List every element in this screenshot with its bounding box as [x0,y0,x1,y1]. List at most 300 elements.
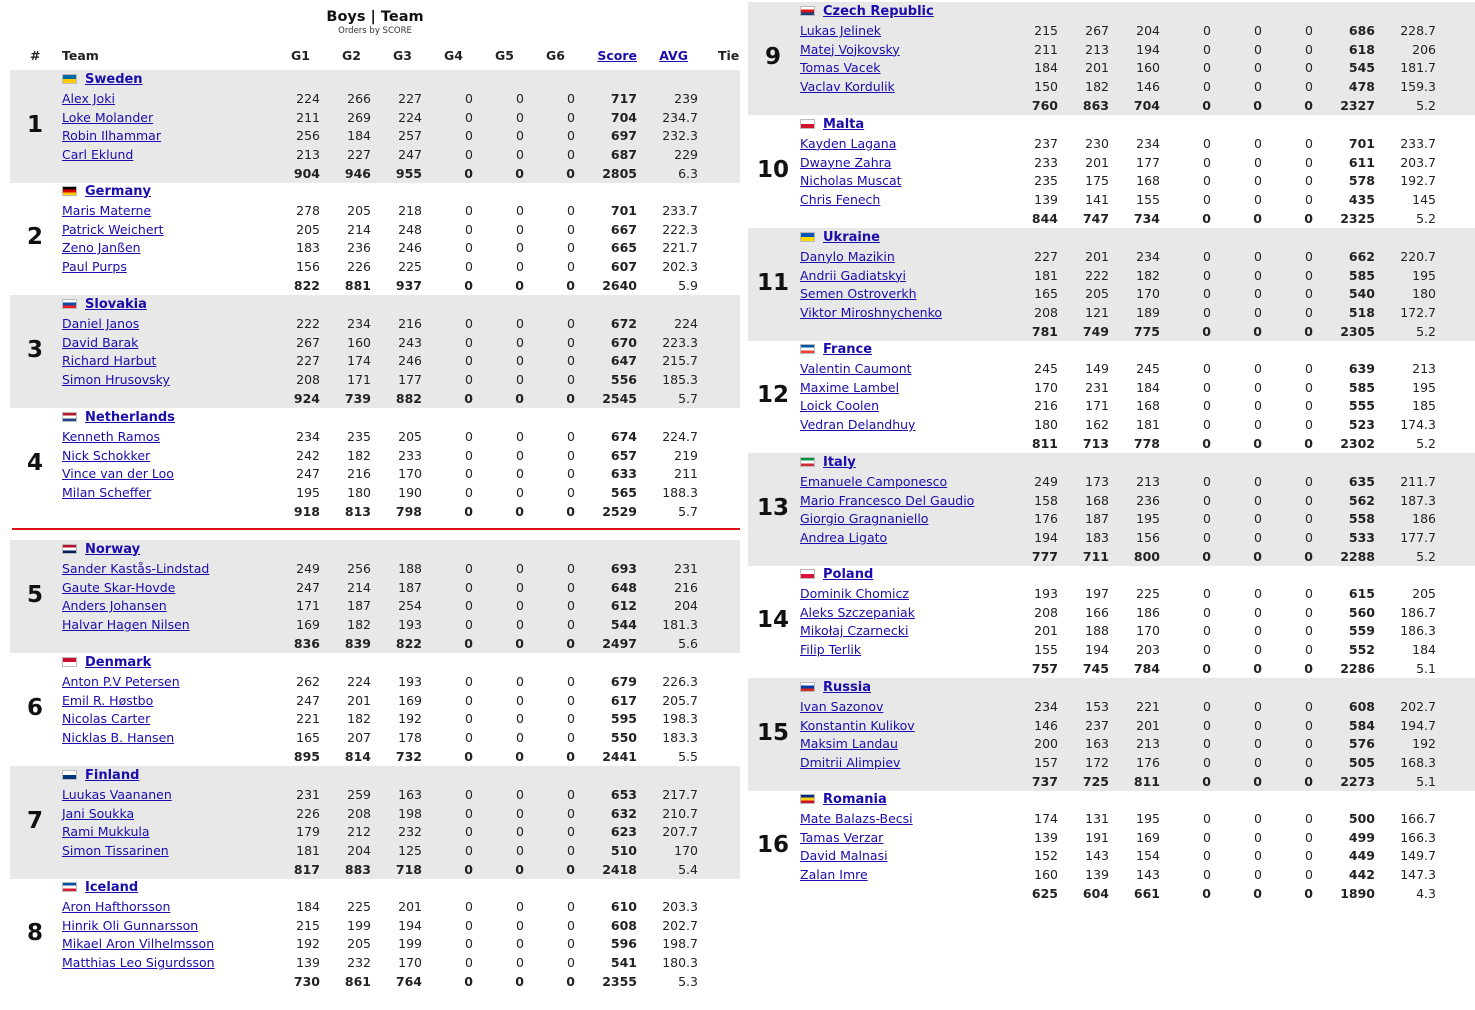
game-score-g5: 0 [516,315,524,331]
col-avg [648,48,688,63]
player-avg: 219 [674,447,698,463]
player-name-link[interactable]: Paul Purps [62,259,127,274]
game-score-g6: 0 [567,485,575,500]
game-score-g4: 0 [465,447,473,463]
team-total-g1: 836 [293,635,320,651]
player-score: 610 [610,898,637,914]
game-score-g2: 235 [347,428,371,444]
team-name-link[interactable]: Czech Republic [823,3,934,19]
player-name-link[interactable]: Vaclav Kordulik [800,79,895,94]
game-score-g1: 208 [296,372,320,387]
team-total-g4: 0 [464,165,473,181]
game-score-g1: 194 [1034,530,1058,545]
player-name-link[interactable]: Chris Fenech [800,192,881,207]
team-name-link[interactable]: Finland [85,767,140,783]
player-avg: 180 [1412,286,1436,302]
team-totals-row [748,322,1475,341]
game-score-g6: 0 [567,617,575,632]
game-score-g5: 0 [1254,22,1262,38]
player-row [748,247,1475,266]
team-block-germany [10,182,740,295]
flag-icon [800,6,815,16]
player-row [10,953,740,972]
game-score-g4: 0 [465,955,473,970]
game-score-g6: 0 [1305,267,1313,283]
game-score-g5: 0 [1254,736,1262,752]
game-score-g4: 0 [1203,22,1211,38]
player-row [10,201,740,220]
team-total-g3: 811 [1133,773,1160,789]
game-score-g6: 0 [567,711,575,727]
game-score-g2: 205 [347,202,371,218]
player-name-link[interactable]: Anders Johansen [62,598,167,614]
game-score-g1: 165 [1034,286,1058,302]
team-name-link[interactable]: Germany [85,183,151,199]
player-avg: 223.3 [662,334,698,350]
team-rank: 3 [26,337,43,363]
player-avg: 202.7 [662,917,698,933]
game-score-g1: 146 [1034,717,1058,733]
game-score-g4: 0 [1203,417,1211,432]
player-name-link[interactable]: Nicolas Carter [62,711,151,727]
game-score-g3: 233 [398,447,422,463]
game-score-g1: 169 [296,617,320,632]
game-score-g5: 0 [516,843,524,858]
player-avg: 185.3 [662,372,698,387]
player-name-link[interactable]: Viktor Miroshnychenko [800,305,943,320]
team-header [800,565,873,583]
player-name-link[interactable]: Andrea Ligato [800,530,888,545]
game-score-g6: 0 [1305,530,1313,545]
game-score-g2: 149 [1085,360,1109,376]
player-name-link[interactable]: Simon Hrusovsky [62,372,170,387]
team-name-link[interactable]: Ukraine [823,229,880,245]
player-name-link[interactable]: Mikołaj Czarnecki [800,623,909,639]
team-rank: 9 [764,44,781,70]
team-tie-value: 4.3 [1416,885,1436,901]
game-score-g2: 236 [347,240,371,256]
game-score-g5: 0 [516,560,524,576]
player-name-link[interactable]: Maksim Landau [800,736,898,752]
team-name-link[interactable]: Norway [85,541,141,557]
team-name-link[interactable]: Romania [823,791,887,807]
player-name-link[interactable]: Tomas Vacek [800,60,881,76]
game-score-g1: 193 [1034,585,1058,601]
team-tie-value: 5.7 [678,390,698,406]
game-score-g1: 183 [296,240,320,256]
sort-avg-link[interactable]: AVG [659,48,688,63]
game-score-g6: 0 [1305,492,1313,508]
team-total-g5: 0 [1253,210,1262,226]
player-name-link[interactable]: Emil R. Høstbo [62,692,154,708]
game-score-g5: 0 [1254,267,1262,283]
team-total-g5: 0 [1253,435,1262,451]
game-score-g5: 0 [516,673,524,689]
player-name-link[interactable]: Giorgio Gragnaniello [800,511,929,527]
game-score-g5: 0 [516,128,524,144]
player-name-link[interactable]: Aron Hafthorsson [62,898,171,914]
team-block-denmark [10,653,740,766]
player-score: 618 [1348,41,1375,57]
team-name-link[interactable]: Malta [823,116,865,132]
game-score-g3: 195 [1136,511,1160,527]
player-name-link[interactable]: Alex Joki [62,90,115,106]
team-total-g1: 811 [1031,435,1058,451]
game-score-g3: 125 [398,843,422,858]
game-score-g5: 0 [516,824,524,840]
team-totals-row [748,209,1475,228]
player-name-link[interactable]: Loick Coolen [800,398,880,414]
team-header [62,70,143,88]
player-name-link[interactable]: Vedran Delandhuy [800,417,916,432]
player-name-link[interactable]: Dominik Chomicz [800,585,909,601]
player-row [748,509,1475,528]
game-score-g1: 156 [296,259,320,274]
game-score-g6: 0 [1305,22,1313,38]
game-score-g4: 0 [1203,305,1211,320]
game-score-g4: 0 [465,259,473,274]
player-name-link[interactable]: Kenneth Ramos [62,428,161,444]
player-name-link[interactable]: Matej Vojkovsky [800,41,900,57]
game-score-g2: 139 [1085,867,1109,882]
player-name-link[interactable]: Mate Balazs-Becsi [800,810,913,826]
game-score-g6: 0 [567,898,575,914]
player-avg: 217.7 [662,786,698,802]
player-avg: 206 [1412,41,1436,57]
team-total-g2: 861 [344,973,371,989]
player-name-link[interactable]: Andrii Gadiatskyi [800,267,906,283]
game-score-g4: 0 [465,109,473,125]
game-score-g6: 0 [567,466,575,482]
game-score-g1: 155 [1034,642,1058,657]
team-total-g6: 0 [1304,323,1313,339]
game-score-g1: 150 [1034,79,1058,94]
player-name-link[interactable]: Maxime Lambel [800,379,900,395]
player-row [748,491,1475,510]
player-score: 657 [610,447,637,463]
game-score-g4: 0 [1203,473,1211,489]
game-score-g6: 0 [567,353,575,369]
game-score-g3: 199 [398,936,422,952]
player-name-link[interactable]: Vince van der Loo [62,466,174,482]
game-score-g4: 0 [1203,135,1211,151]
game-score-g2: 212 [347,824,371,840]
team-total-g1: 777 [1031,548,1058,564]
game-score-g5: 0 [516,598,524,614]
game-score-g3: 192 [398,711,422,727]
player-name-link[interactable]: Rami Mukkula [62,824,150,840]
team-total-g6: 0 [1304,97,1313,113]
team-total-g4: 0 [1202,323,1211,339]
team-total-g5: 0 [515,973,524,989]
player-name-link[interactable]: Zalan Imre [800,867,868,882]
player-score: 578 [1348,173,1375,189]
player-name-link[interactable]: Lukas Jelinek [800,22,882,38]
player-score: 540 [1348,286,1375,302]
game-score-g2: 259 [347,786,371,802]
game-score-g2: 216 [347,466,371,482]
player-row [748,640,1475,659]
game-score-g4: 0 [1203,642,1211,657]
player-score: 687 [610,147,637,162]
game-score-g5: 0 [1254,60,1262,76]
player-name-link[interactable]: Milan Scheffer [62,485,152,500]
player-name-link[interactable]: Matthias Leo Sigurdsson [62,955,215,970]
player-name-link[interactable]: Tamas Verzar [800,829,884,845]
game-score-g2: 188 [1085,623,1109,639]
player-avg: 166.3 [1400,829,1436,845]
game-score-g6: 0 [567,786,575,802]
game-score-g6: 0 [1305,585,1313,601]
player-name-link[interactable]: Dmitrii Alimpiev [800,755,901,770]
team-total-g1: 760 [1031,97,1058,113]
game-score-g4: 0 [465,786,473,802]
game-score-g5: 0 [516,936,524,952]
player-score: 672 [610,315,637,331]
game-score-g5: 0 [516,259,524,274]
team-name-link[interactable]: Sweden [85,71,143,87]
player-avg: 174.3 [1400,417,1436,432]
game-score-g1: 165 [296,730,320,745]
player-name-link[interactable]: Emanuele Camponesco [800,473,948,489]
team-rank: 14 [756,607,789,633]
game-score-g4: 0 [1203,360,1211,376]
player-avg: 172.7 [1400,305,1436,320]
game-score-g3: 198 [398,805,422,821]
team-name-link[interactable]: Italy [823,454,856,470]
game-score-g6: 0 [567,917,575,933]
game-score-g1: 139 [296,955,320,970]
player-row [10,446,740,465]
player-name-link[interactable]: David Barak [62,334,139,350]
team-total-g2: 813 [344,503,371,519]
player-score: 541 [610,955,637,970]
player-avg: 198.7 [662,936,698,952]
game-score-g6: 0 [567,598,575,614]
player-name-link[interactable]: Simon Tissarinen [62,843,169,858]
player-name-link[interactable]: Mario Francesco Del Gaudio [800,492,975,508]
team-total-g4: 0 [1202,435,1211,451]
player-row [10,145,740,164]
team-total-score: 2529 [602,503,637,519]
game-score-g3: 169 [1136,829,1160,845]
player-name-link[interactable]: Mikael Aron Vilhelmsson [62,936,215,952]
col-score [587,48,637,63]
player-name-link[interactable]: Nicholas Muscat [800,173,902,189]
team-total-g1: 895 [293,748,320,764]
game-score-g5: 0 [516,372,524,387]
player-name-link[interactable]: Gaute Skar-Hovde [62,579,176,595]
player-score: 667 [610,221,637,237]
game-score-g2: 171 [1085,398,1109,414]
player-name-link[interactable]: Nick Schokker [62,447,151,463]
team-total-g3: 704 [1133,97,1160,113]
player-name-link[interactable]: Ivan Sazonov [800,698,884,714]
player-row [748,266,1475,285]
game-score-g5: 0 [1254,867,1262,882]
sort-score-link[interactable]: Score [597,48,637,63]
game-score-g3: 170 [1136,623,1160,639]
team-total-score: 2327 [1340,97,1375,113]
game-score-g3: 189 [1136,305,1160,320]
team-total-g6: 0 [566,503,575,519]
player-name-link[interactable]: Kayden Lagana [800,135,897,151]
game-score-g2: 201 [1085,60,1109,76]
flag-icon [62,657,77,667]
game-score-g6: 0 [1305,511,1313,527]
player-name-link[interactable]: Danylo Mazikin [800,248,895,264]
team-total-score: 2640 [602,277,637,293]
team-total-g4: 0 [464,390,473,406]
game-score-g3: 227 [398,90,422,106]
game-score-g1: 174 [1034,810,1058,826]
player-row [10,672,740,691]
flag-icon [62,299,77,309]
player-name-link[interactable]: Sander Kastås-Lindstad [62,560,210,576]
player-name-link[interactable]: Daniel Janos [62,315,140,331]
game-score-g1: 231 [296,786,320,802]
player-score: 562 [1348,492,1375,508]
game-score-g4: 0 [465,428,473,444]
game-score-g1: 208 [1034,604,1058,620]
player-name-link[interactable]: Valentin Caumont [800,360,912,376]
team-name-link[interactable]: Iceland [85,879,139,895]
player-avg: 216 [674,579,698,595]
player-row [748,846,1475,865]
game-score-g3: 146 [1136,79,1160,94]
player-name-link[interactable]: Jani Soukka [62,805,135,821]
player-name-link[interactable]: Zeno Janßen [62,240,141,256]
game-score-g5: 0 [516,334,524,350]
game-score-g5: 0 [516,109,524,125]
game-score-g6: 0 [1305,867,1313,882]
game-score-g4: 0 [465,128,473,144]
player-name-link[interactable]: Halvar Hagen Nilsen [62,617,190,632]
game-score-g5: 0 [516,147,524,162]
game-score-g2: 168 [1085,492,1109,508]
game-score-g6: 0 [1305,79,1313,94]
player-name-link[interactable]: Semen Ostroverkh [800,286,917,302]
player-name-link[interactable]: Richard Harbut [62,353,157,369]
col-g6: G6 [546,48,565,63]
team-tie-value: 5.5 [678,748,698,764]
player-name-link[interactable]: Robin Ilhammar [62,128,161,144]
player-avg: 192.7 [1400,173,1436,189]
game-score-g6: 0 [1305,173,1313,189]
team-block-norway [10,540,740,653]
game-score-g3: 177 [398,372,422,387]
game-score-g5: 0 [1254,829,1262,845]
game-score-g4: 0 [465,466,473,482]
game-score-g5: 0 [1254,360,1262,376]
team-total-g1: 730 [293,973,320,989]
flag-icon [800,344,815,354]
game-score-g5: 0 [516,617,524,632]
player-score: 585 [1348,379,1375,395]
player-name-link[interactable]: Nicklas B. Hansen [62,730,175,745]
game-score-g6: 0 [1305,604,1313,620]
team-name-link[interactable]: Netherlands [85,409,175,425]
team-block-italy [748,453,1475,566]
team-name-link[interactable]: Russia [823,679,871,695]
team-total-g2: 739 [344,390,371,406]
player-avg: 187.3 [1400,492,1436,508]
game-score-g5: 0 [1254,79,1262,94]
game-score-g1: 227 [296,353,320,369]
game-score-g5: 0 [516,466,524,482]
player-score: 632 [610,805,637,821]
team-name-link[interactable]: Poland [823,566,874,582]
player-name-link[interactable]: Patrick Weichert [62,221,164,237]
player-row [748,190,1475,209]
team-total-g6: 0 [1304,773,1313,789]
team-totals-row [10,634,740,653]
team-totals-row [748,884,1475,903]
player-score: 449 [1348,848,1375,864]
player-name-link[interactable]: Konstantin Kulikov [800,717,915,733]
team-tie-value: 5.2 [1416,548,1436,564]
player-name-link[interactable]: David Malnasi [800,848,888,864]
team-header [800,453,856,471]
player-avg: 234.7 [662,109,698,125]
game-score-g3: 234 [1136,248,1160,264]
team-total-g3: 775 [1133,323,1160,339]
player-name-link[interactable]: Dwayne Zahra [800,154,892,170]
game-score-g6: 0 [567,730,575,745]
team-total-g3: 784 [1133,660,1160,676]
player-name-link[interactable]: Anton P.V Petersen [62,673,180,689]
player-name-link[interactable]: Hinrik Oli Gunnarsson [62,917,199,933]
player-row [748,734,1475,753]
game-score-g4: 0 [1203,248,1211,264]
team-rank: 6 [26,695,43,721]
player-avg: 205.7 [662,692,698,708]
player-score: 558 [1348,511,1375,527]
game-score-g2: 213 [1085,41,1109,57]
player-name-link[interactable]: Maris Materne [62,202,152,218]
team-total-g3: 955 [395,165,422,181]
player-name-link[interactable]: Loke Molander [62,109,154,125]
game-score-g6: 0 [1305,698,1313,714]
game-score-g4: 0 [465,90,473,106]
player-name-link[interactable]: Aleks Szczepaniak [800,604,915,620]
team-name-link[interactable]: France [823,341,873,357]
team-total-g3: 718 [395,861,422,877]
player-row [10,841,740,860]
team-total-score: 2305 [1340,323,1375,339]
player-avg: 188.3 [662,485,698,500]
game-score-g3: 195 [1136,810,1160,826]
player-name-link[interactable]: Luukas Vaananen [62,786,172,802]
game-score-g1: 158 [1034,492,1058,508]
game-score-g2: 205 [347,936,371,952]
team-total-g2: 839 [344,635,371,651]
game-score-g2: 201 [347,692,371,708]
game-score-g6: 0 [567,843,575,858]
game-score-g1: 215 [296,917,320,933]
team-name-link[interactable]: Denmark [85,654,152,670]
player-name-link[interactable]: Carl Eklund [62,147,134,162]
game-score-g2: 222 [1085,267,1109,283]
col-team: Team [62,48,99,63]
player-row [748,40,1475,59]
team-rank: 10 [756,157,789,183]
player-row [748,716,1475,735]
game-score-g6: 0 [1305,248,1313,264]
player-name-link[interactable]: Filip Terlik [800,642,862,657]
team-name-link[interactable]: Slovakia [85,296,147,312]
team-rank: 1 [26,112,43,138]
